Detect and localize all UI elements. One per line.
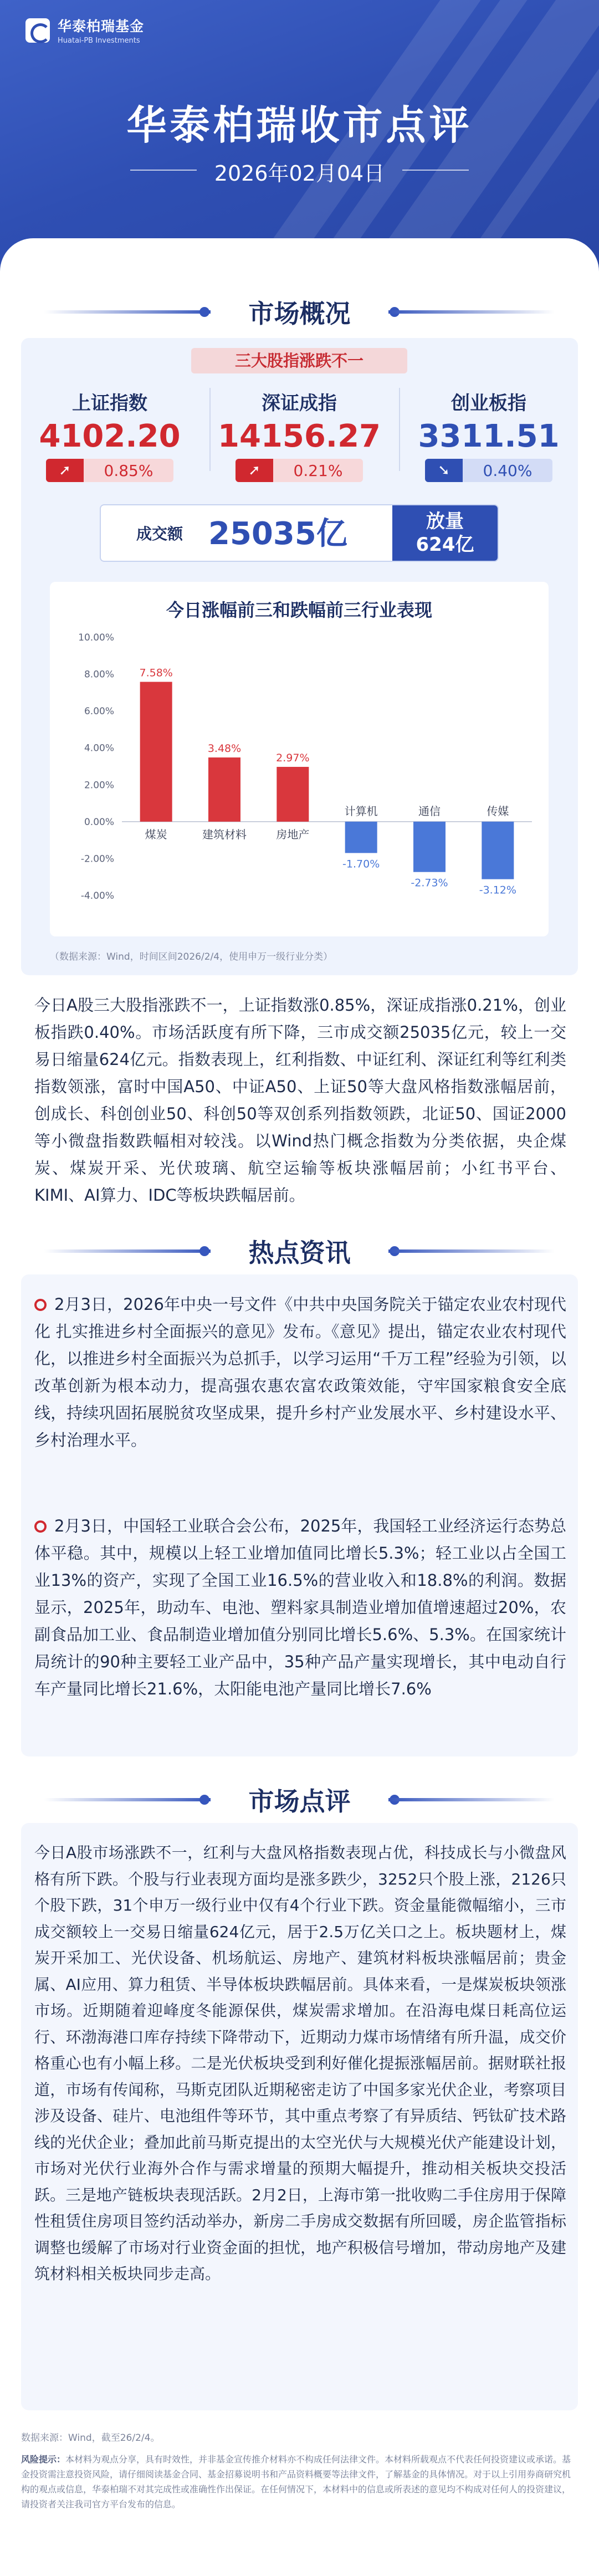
brand-name-en: Huatai-PB Investments [58,37,140,45]
overview-banner: 三大股指涨跌不一 [191,348,407,373]
risk-text: 本材料为观点分享，具有时效性，并非基金宣传推介材料亦不构成任何法律文件。本材料所载观点不代表任何投资建议或承诺。基金投资需注意投资风险，请仔细阅读基金合同、基金招募说明书和产品资料概要等法律文件，了解基金的具体情况。对于以上引用券商研究机构的观点或信息，华泰柏瑞不对其完成性或准确性作出保证。在任何情况下，本材料中的信息或所表述的意见均不构成对任何人的投资建议，请投资者关注我司官方平台发布的信息。 [21,2454,571,2510]
bar [208,757,240,822]
index-name: 创业板指 [451,392,526,414]
bar [140,682,172,822]
section-header-review [0,1781,599,1818]
page-title: 华泰柏瑞收市点评 [126,102,473,148]
section-header-overview [0,294,599,330]
risk-disclaimer [21,2452,578,2512]
y-tick-label: 6.00% [84,706,114,718]
index-name: 上证指数 [72,392,147,414]
turnover-value: 25035亿 [208,516,347,552]
data-label: -2.73% [411,877,448,889]
x-tick-label: 房地产 [276,827,310,841]
index-chinext [406,388,572,482]
bar [277,767,309,822]
section-title-overview: 市场概况 [248,299,351,329]
index-divider [399,388,400,471]
bar [482,822,514,879]
news-item: 2月3日，中国轻工业联合会公布，2025年，我国轻工业经济运行态势总体平稳。其中，规模以上轻工业增加值同比增长5.3%；轻工业以占全国工业13%的资产，实现了全国工业16.5%的营业收入和18.8%的利润。数据显示，2025年，助动车、电池、塑料家具制造业增加值增速超过20%，农副食品加工业、食品制造业增加值分别同比增长5.6%、5.3%。在国家统计局统计的90种主要轻工业产品中，35种产品产量实现增长，其中电动自行车产量同比增长21.6%，太阳能电池产量同比增长7.6% [34,1517,566,1698]
industry-chart [50,582,549,936]
index-change: ➘ 0.40% [425,459,552,482]
review-source-note: 数据来源：Wind，截至26/2/4。 [21,2432,160,2444]
bullet-circle-icon [34,1299,47,1311]
data-label: -1.70% [342,858,380,870]
y-tick-label: 2.00% [84,780,114,791]
chart-source-note: （数据来源：Wind，时间区间2026/2/4，使用申万一级行业分类） [50,951,333,962]
turnover-box [100,504,499,562]
y-tick-label: 0.00% [84,816,114,828]
bar [345,822,377,853]
arrow-down-icon: ➘ [425,459,463,482]
turnover-change-badge: 放量 624亿 [392,505,498,561]
section-title-news: 热点资讯 [248,1238,351,1268]
risk-label: 风险提示： [21,2454,66,2465]
data-label: 3.48% [207,742,242,755]
index-change: ➚ 0.85% [46,459,173,482]
index-value: 3311.51 [418,418,560,454]
x-tick-label: 计算机 [344,804,378,818]
data-label: -3.12% [479,884,516,897]
index-shanghai [27,388,193,482]
y-tick-label: -4.00% [80,890,114,902]
section-header-news [0,1233,599,1269]
bar [413,822,446,872]
market-summary [34,992,566,1209]
index-name: 深证成指 [262,392,337,414]
index-change: ➚ 0.21% [235,459,363,482]
x-tick-label: 建筑材料 [202,827,247,841]
index-value: 14156.27 [217,418,381,454]
chart-title: 今日涨幅前三和跌幅前三行业表现 [166,600,432,621]
index-divider [209,388,211,471]
review-paragraph: 今日A股市场涨跌不一，红利与大盘风格指数表现占优，科技成长与小微盘风格有所下跌。个股与行业表现方面均是涨多跌少，3252只个股上涨，2126只个股下跌，31个申万一级行业中仅有4个行业下跌。资金量能微幅缩小，三市成交额较上一交易日缩量624亿元，居于2.5万亿关口之上。板块题材上，煤炭开采加工、光伏设备、机场航运、房地产、建筑材料板块涨幅居前；贵金属、AI应用、算力租赁、半导体板块跌幅居前。具体来看，一是煤炭板块领涨市场。近期随着迎峰度冬能源保供，煤炭需求增加。在沿海电煤日耗高位运行、环渤海港口库存持续下降带动下，近期动力煤市场情绪有所升温，成交价格重心也有小幅上移。二是光伏板块受到利好催化提振涨幅居前。据财联社报道，市场有传闻称，马斯克团队近期秘密走访了中国多家光伏企业，考察项目涉及设备、硅片、电池组件等环节，其中重点考察了有异质结、钙钛矿技术路线的光伏企业；叠加此前马斯克提出的太空光伏与大规模光伏产能建设计划，市场对光伏行业海外合作与需求增量的预期大幅提升，推动相关板块交投活跃。三是地产链板块表现活跃。2月2日，上海市第一批收购二手住房用于保障性租赁住房项目签约活动举办，新房二手房成交数据有所回暖，房企监管指标调整也缓解了市场对行业资金面的担忧，地产积极信号增加，带动房地产及建筑材料相关板块同步走高。 [34,1843,566,2283]
hero-banner [0,0,599,288]
logo-icon [25,18,50,43]
hero-curve [0,238,599,288]
x-tick-label: 传媒 [487,804,509,818]
arrow-up-icon: ➚ [46,459,84,482]
bullet-circle-icon [34,1520,47,1533]
brand-name-cn: 华泰柏瑞基金 [58,18,145,34]
chart-svg [50,582,549,936]
x-tick-label: 通信 [418,804,441,818]
news-item: 2月3日，2026年中央一号文件《中共中央国务院关于锚定农业农村现代化 扎实推进乡村全面振兴的意见》发布。《意见》提出，锚定农业农村现代化，以推进乡村全面振兴为总抓手，以学习运用“千万工程”经验为引领，以改革创新为根本动力，提高强农惠农富农政策效能，守牢国家粮食安全底线，持续巩固拓展脱贫攻坚成果，提升乡村产业发展水平、乡村建设水平、乡村治理水平。 [34,1295,566,1450]
section-title-review: 市场点评 [248,1786,351,1816]
x-tick-label: 煤炭 [145,827,167,841]
data-label: 7.58% [139,667,173,679]
index-value: 4102.20 [39,418,181,454]
arrow-up-icon: ➚ [235,459,273,482]
data-label: 2.97% [276,751,310,764]
index-shenzhen [216,388,382,482]
y-tick-label: 4.00% [84,742,114,754]
report-date: 2026年02月04日 [214,161,385,186]
y-tick-label: -2.00% [80,853,114,865]
market-review [34,1840,566,2287]
turnover-label: 成交额 [136,525,183,543]
brand-logo [25,16,144,45]
y-tick-label: 10.00% [78,632,114,643]
y-tick-label: 8.00% [84,669,114,680]
summary-paragraph: 今日A股三大股指涨跌不一，上证指数涨0.85%，深证成指涨0.21%，创业板指跌0.40%。市场活跃度有所下降，三市成交额25035亿元，较上一交易日缩量624亿元。指数表现上，红利指数、中证红利、深证红利等红利类指数领涨，富时中国A50、中证A50、上证50等大盘风格指数涨幅居前，创成长、科创创业50、科创50等双创系列指数领跌，北证50、国证2000等小微盘指数跌幅相对较浅。以Wind热门概念指数为分类依据，央企煤炭、煤炭开采、光伏玻璃、航空运输等板块涨幅居前；小红书平台、KIMI、AI算力、IDC等板块跌幅居前。 [34,996,566,1205]
